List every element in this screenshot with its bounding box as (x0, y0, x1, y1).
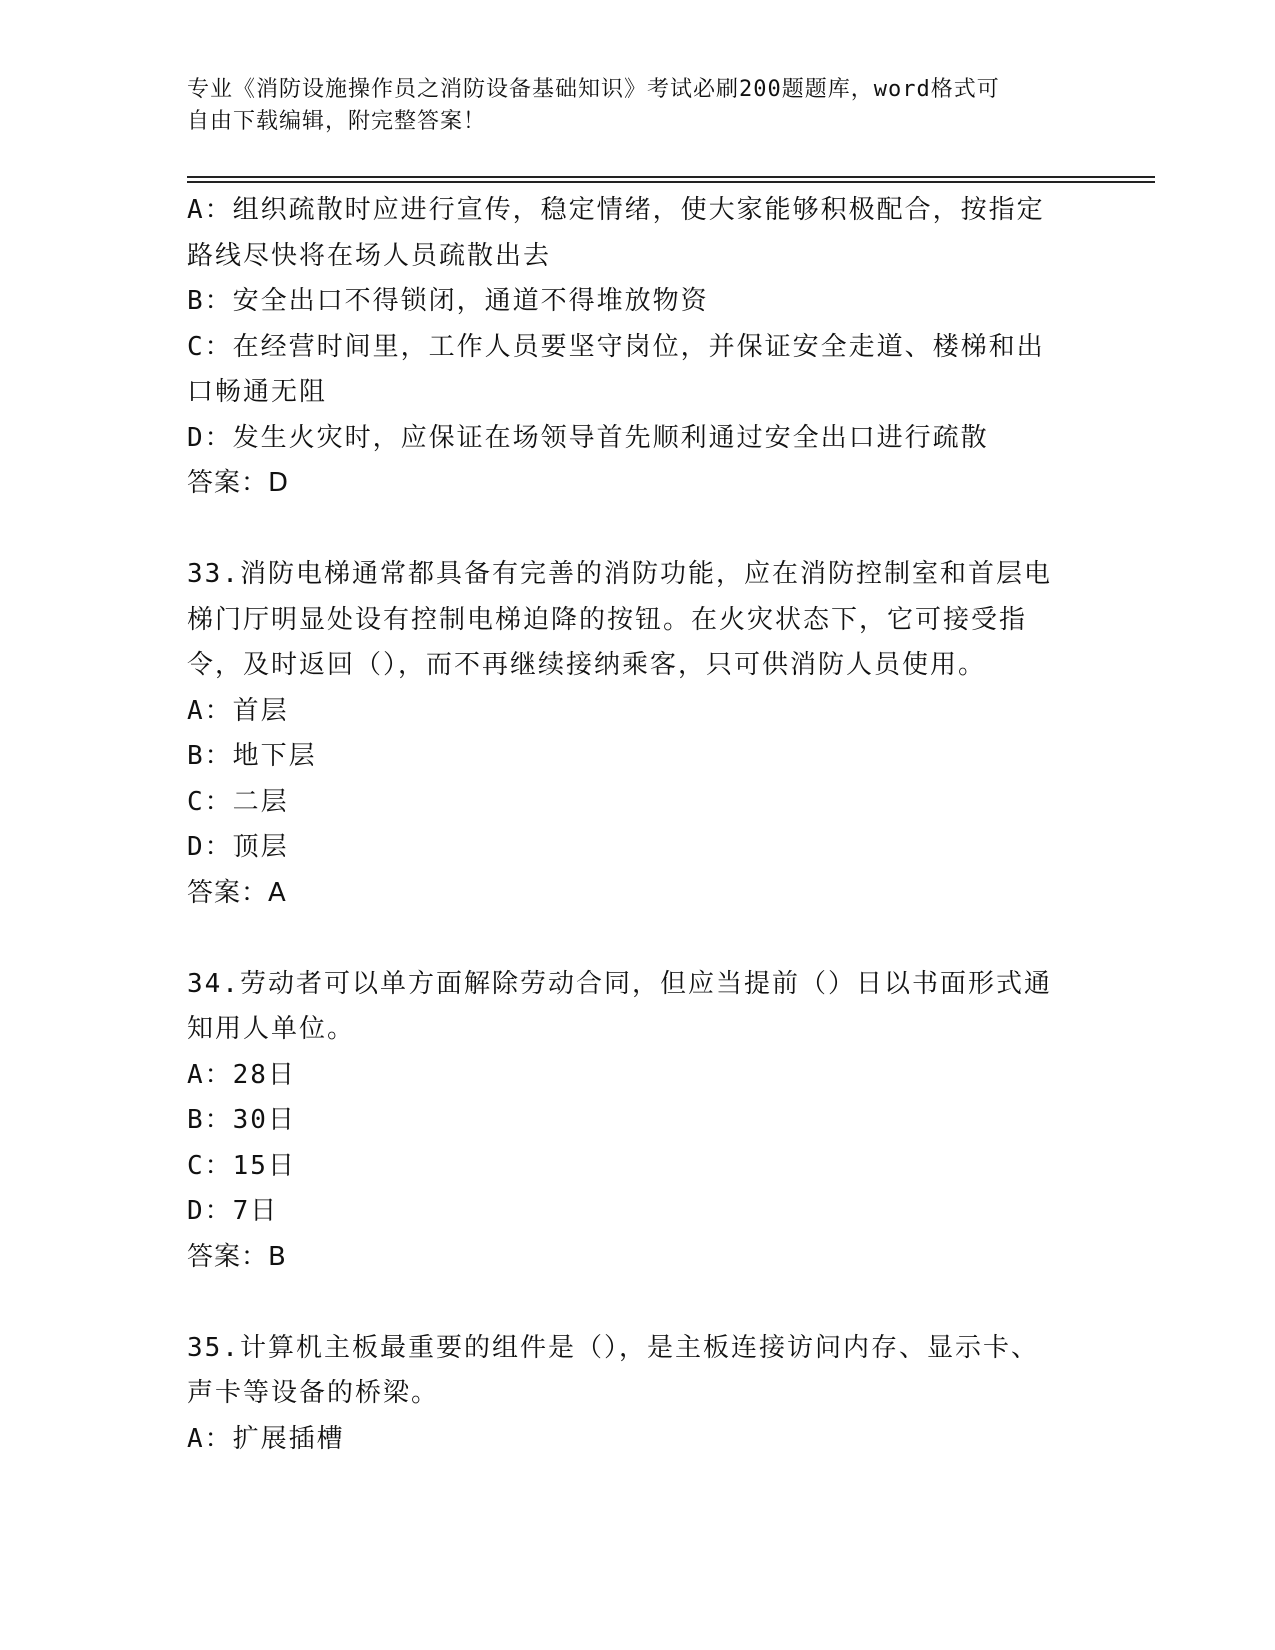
q32-option-d: D：发生火灾时，应保证在场领导首先顺利通过安全出口进行疏散 (187, 422, 989, 453)
q32-option-b: B：安全出口不得锁闭，通道不得堆放物资 (187, 286, 709, 316)
spacer (187, 916, 1087, 962)
q34-stem-line-2: 知用人单位。 (187, 1014, 356, 1044)
header-rule-bottom (187, 181, 1155, 183)
q34-option-a: A：28日 (187, 1059, 296, 1090)
q32-option-c-line-1: C：在经营时间里，工作人员要坚守岗位，并保证安全走道、楼梯和出 (187, 331, 1045, 362)
q33-option-a: A：首层 (187, 695, 289, 726)
spacer (187, 507, 1087, 553)
question-32-block (187, 188, 1087, 507)
question-35-block (187, 1326, 1087, 1463)
q33-option-d: D：顶层 (187, 832, 289, 862)
q33-stem-line-1: 33.消防电梯通常都具备有完善的消防功能，应在消防控制室和首层电 (187, 559, 1052, 589)
q33-answer: 答案：A (187, 877, 287, 908)
q34-option-c: C：15日 (187, 1150, 296, 1181)
header-line-1: 专业《消防设施操作员之消防设备基础知识》考试必刷200题题库，word格式可 (187, 77, 1000, 102)
q33-stem-line-3: 令，及时返回（），而不再继续接纳乘客，只可供消防人员使用。 (187, 650, 987, 680)
q34-stem-line-1: 34.劳动者可以单方面解除劳动合同，但应当提前（）日以书面形式通 (187, 968, 1052, 999)
q35-stem-line-2: 声卡等设备的桥梁。 (187, 1378, 440, 1408)
question-33-block (187, 552, 1087, 916)
q35-stem-line-1: 35.计算机主板最重要的组件是（），是主板连接访问内存、显示卡、 (187, 1332, 1039, 1363)
q35-option-a: A：扩展插槽 (187, 1423, 345, 1454)
q32-option-a-line-1: A：组织疏散时应进行宣传，稳定情绪，使大家能够积极配合，按指定 (187, 195, 1045, 225)
q32-option-a-line-2: 路线尽快将在场人员疏散出去 (187, 240, 552, 271)
document-header (187, 74, 1067, 138)
q34-option-b: B：30日 (187, 1105, 296, 1135)
q34-option-d: D：7日 (187, 1196, 279, 1226)
q32-answer: 答案：D (187, 468, 290, 498)
question-34-block (187, 962, 1087, 1281)
q34-answer: 答案：B (187, 1241, 287, 1272)
header-line-2: 自由下载编辑，附完整答案！ (187, 109, 487, 134)
q33-option-c: C：二层 (187, 786, 289, 817)
q33-stem-line-2: 梯门厅明显处设有控制电梯迫降的按钮。在火灾状态下，它可接受指 (187, 604, 1028, 635)
q32-option-c-line-2: 口畅通无阻 (187, 377, 328, 407)
header-rule-top (187, 176, 1155, 178)
q33-option-b: B：地下层 (187, 741, 317, 771)
spacer (187, 1280, 1087, 1326)
question-content (187, 188, 1087, 1462)
